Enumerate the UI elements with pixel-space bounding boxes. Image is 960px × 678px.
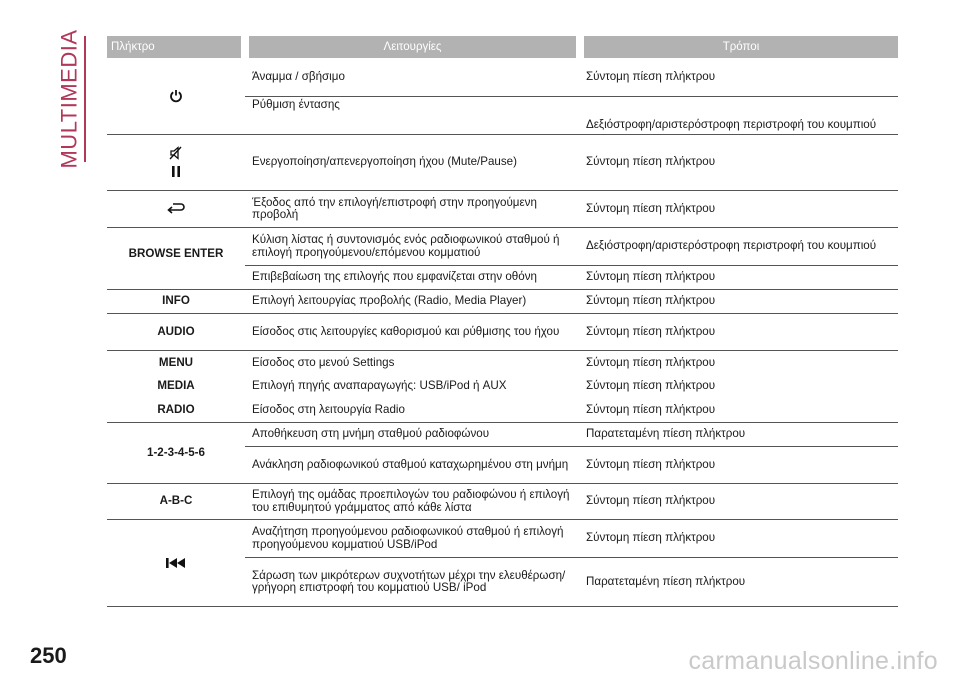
header-function: Λειτουργίες — [245, 36, 580, 58]
mode-cell: Δεξιόστροφη/αριστερόστροφη περιστροφή του κουμπιού — [580, 97, 898, 135]
header-key: Πλήκτρο — [107, 36, 245, 58]
mode-cell: Σύντομη πίεση πλήκτρου — [580, 290, 898, 314]
function-cell: Επιβεβαίωση της επιλογής που εμφανίζεται στην οθόνη — [245, 266, 580, 290]
key-previous — [107, 520, 245, 607]
key-audio: AUDIO — [107, 314, 245, 351]
table-row — [107, 191, 898, 228]
key-menu: MENU — [158, 355, 194, 369]
mute-pause-icon — [169, 146, 183, 180]
table-row — [107, 58, 898, 97]
mode-cell: Παρατεταμένη πίεση πλήκτρου — [580, 558, 898, 607]
mode-cell: Δεξιόστροφη/αριστερόστροφη περιστροφή του κουμπιού — [580, 228, 898, 266]
key-back — [107, 191, 245, 228]
key-presets: 1-2-3-4-5-6 — [107, 423, 245, 484]
mode-cell: Σύντομη πίεση πλήκτρου — [580, 520, 898, 558]
mode-cell: Σύντομη πίεση πλήκτρου — [580, 135, 898, 191]
function-cell: Επιλογή λειτουργίας προβολής (Radio, Media Player) — [245, 290, 580, 314]
mode-cell: Σύντομη πίεση πλήκτρου — [580, 191, 898, 228]
mode-cell: Σύντομη πίεση πλήκτρου — [580, 399, 898, 423]
header-mode: Τρόποι — [580, 36, 898, 58]
mode-cell: Παρατεταμένη πίεση πλήκτρου — [580, 423, 898, 447]
table-row — [107, 135, 898, 191]
power-icon — [169, 89, 183, 103]
table-row — [107, 228, 898, 266]
key-browse-enter: BROWSE ENTER — [107, 228, 245, 290]
table-row — [107, 290, 898, 314]
function-cell: Σάρωση των μικρότερων συχνοτήτων μέχρι την ελευθέρωση/γρήγορη επιστροφή του κομματιού USB/ iPod — [245, 558, 580, 607]
mode-cell: Σύντομη πίεση πλήκτρου — [580, 58, 898, 97]
function-cell: Ενεργοποίηση/απενεργοποίηση ήχου (Mute/Pause) — [245, 135, 580, 191]
function-cell: Είσοδος στις λειτουργίες καθορισμού και ρύθμισης του ήχου — [245, 314, 580, 351]
function-cell: Είσοδος στο μενού Settings — [252, 355, 395, 369]
mode-cell: Σύντομη πίεση πλήκτρου — [580, 314, 898, 351]
function-cell: Έξοδος από την επιλογή/επιστροφή στην προηγούμενη προβολή — [245, 191, 580, 228]
mode-cell: Σύντομη πίεση πλήκτρου — [580, 266, 898, 290]
table-row — [107, 314, 898, 351]
key-radio: RADIO — [107, 399, 245, 423]
table-header-row — [107, 36, 898, 58]
function-cell: Επιλογή πηγής αναπαραγωγής: USB/iPod ή AUX — [252, 379, 507, 393]
key-info: INFO — [107, 290, 245, 314]
table-row — [107, 375, 898, 399]
page-number: 250 — [30, 643, 67, 668]
function-cell: Αναζήτηση προηγούμενου ραδιοφωνικού σταθμού ή επιλογή προηγούμενου κομματιού USB/iPod — [245, 520, 580, 558]
back-icon — [167, 202, 185, 216]
key-power — [107, 58, 245, 135]
controls-table — [107, 36, 898, 607]
table-row — [107, 351, 898, 375]
table-row — [107, 399, 898, 423]
section-side-tab — [57, 29, 83, 169]
mode-cell: Σύντομη πίεση πλήκτρου — [580, 447, 898, 484]
mode-cell: Σύντομη πίεση πλήκτρου — [586, 379, 716, 393]
function-cell: Ανάκληση ραδιοφωνικού σταθμού καταχωρημένου στη μνήμη — [245, 447, 580, 484]
function-cell: Αποθήκευση στη μνήμη σταθμού ραδιοφώνου — [245, 423, 580, 447]
mode-cell: Σύντομη πίεση πλήκτρου — [586, 355, 716, 369]
key-media: MEDIA — [157, 379, 195, 393]
key-abc: A-B-C — [107, 484, 245, 520]
key-mute — [107, 135, 245, 191]
function-cell: Κύλιση λίστας ή συντονισμός ενός ραδιοφωνικού σταθμού ή επιλογή προηγούμενου/επόμενου κομματιού — [245, 228, 580, 266]
table-row — [107, 520, 898, 558]
table-row — [107, 484, 898, 520]
table-row — [107, 423, 898, 447]
function-cell: Ρύθμιση έντασης — [245, 97, 580, 135]
function-cell: Επιλογή της ομάδας προεπιλογών του ραδιοφώνου ή επιλογή του επιθυμητού γράμματος από κάθε λίστα — [245, 484, 580, 520]
watermark-text: carmanualsonline.info — [688, 647, 938, 675]
previous-track-icon — [165, 557, 187, 569]
section-title: MULTIMEDIA — [57, 29, 83, 169]
mode-cell: Σύντομη πίεση πλήκτρου — [580, 484, 898, 520]
side-accent-line — [84, 36, 86, 162]
function-cell: Άναμμα / σβήσιμο — [245, 58, 580, 97]
function-cell: Είσοδος στη λειτουργία Radio — [245, 399, 580, 423]
